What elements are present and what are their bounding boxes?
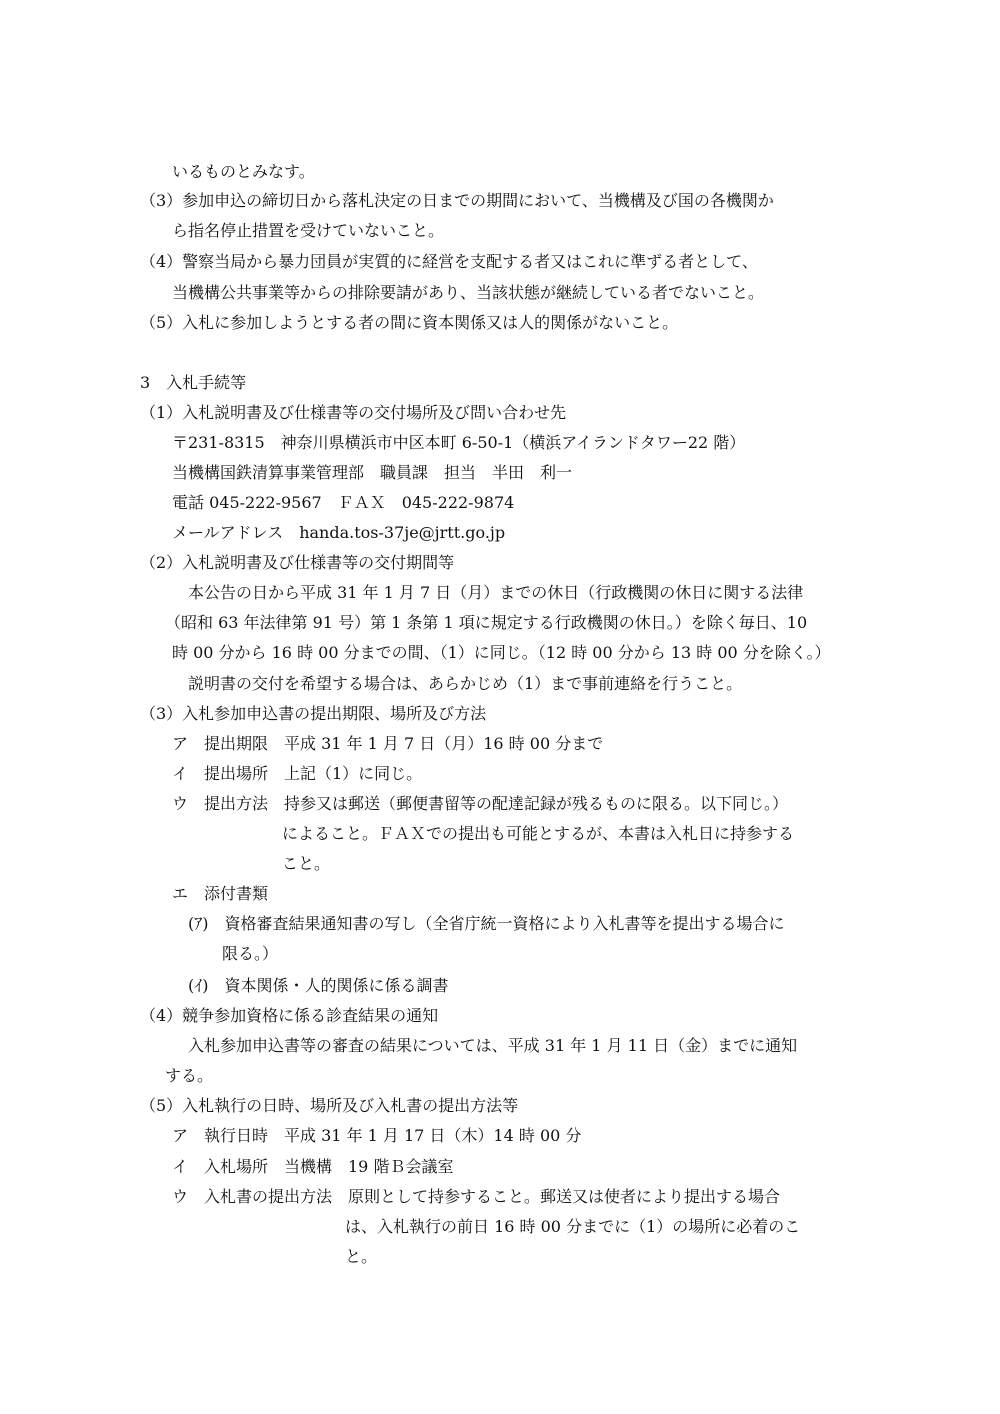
section-heading: 3 入札手続等 (140, 373, 247, 392)
text-line: いるものとみなす。 (172, 162, 315, 181)
text-line: ウ 入札書の提出方法 原則として持参すること。郵送又は使者により提出する場合 (172, 1187, 781, 1206)
text-line: (ｲ) 資本関係・人的関係に係る調書 (188, 976, 449, 995)
text-line: 本公告の日から平成 31 年 1 月 7 日（月）までの休日（行政機関の休日に関する法律 (188, 583, 804, 602)
text-line: 時 00 分から 16 時 00 分までの間、（1）に同じ。（12 時 00 分から 13 時 00 分を除く。） (172, 643, 831, 662)
text-line: イ 提出場所 上記（1）に同じ。 (172, 764, 423, 783)
email-line: メールアドレス handa.tos-37je@jrtt.go.jp (172, 523, 506, 542)
text-line: 限る。） (222, 944, 279, 963)
text-line: 〒231-8315 神奈川県横浜市中区本町 6-50-1（横浜アイランドタワー22 階） (172, 433, 746, 452)
text-line: イ 入札場所 当機構 19 階Ｂ会議室 (172, 1157, 454, 1176)
text-line: 電話 045‐222‐9567 ＦＡＸ 045‐222‐9874 (172, 493, 515, 512)
text-line: （2）入札説明書及び仕様書等の交付期間等 (140, 553, 455, 572)
text-line: （5）入札執行の日時、場所及び入札書の提出方法等 (140, 1096, 519, 1115)
text-line: こと。 (282, 854, 331, 873)
text-line: （3）入札参加申込書の提出期限、場所及び方法 (140, 704, 487, 723)
text-line: （4）警察当局から暴力団員が実質的に経営を支配する者又はこれに準ずる者として、 (140, 252, 758, 271)
text-line: 入札参加申込書等の審査の結果については、平成 31 年 1 月 11 日（金）までに通知 (188, 1036, 798, 1055)
text-line: ア 執行日時 平成 31 年 1 月 17 日（木）14 時 00 分 (172, 1126, 582, 1145)
text-line: （昭和 63 年法律第 91 号）第 1 条第 1 項に規定する行政機関の休日。）を除く毎日、10 (165, 613, 808, 632)
text-line: ア 提出期限 平成 31 年 1 月 7 日（月）16 時 00 分まで (172, 734, 604, 753)
text-line: は、入札執行の前日 16 時 00 分までに（1）の場所に必着のこ (345, 1217, 801, 1236)
text-line: 当機構国鉄清算事業管理部 職員課 担当 半田 利一 (172, 463, 573, 482)
text-line: （5）入札に参加しようとする者の間に資本関係又は人的関係がないこと。 (140, 313, 679, 332)
text-line: する。 (165, 1066, 214, 1085)
text-line: ら指名停止措置を受けていないこと。 (172, 221, 445, 240)
text-line: （4）競争参加資格に係る診査結果の通知 (140, 1006, 439, 1025)
text-line: 説明書の交付を希望する場合は、あらかじめ（1）まで事前連絡を行うこと。 (188, 674, 743, 693)
text-line: 当機構公共事業等からの排除要請があり、当該状態が継続している者でないこと。 (172, 283, 765, 302)
text-line: （3）参加申込の締切日から落札決定の日までの期間において、当機構及び国の各機関か (140, 191, 774, 210)
text-line: エ 添付書類 (172, 884, 269, 903)
text-line: (ｱ) 資格審査結果通知書の写し（全省庁統一資格により入札書等を提出する場合に (188, 914, 785, 933)
text-line: によること。ＦＡＸでの提出も可能とするが、本書は入札日に持参する (282, 824, 795, 843)
text-line: （1）入札説明書及び仕様書等の交付場所及び問い合わせ先 (140, 403, 567, 422)
text-line: ウ 提出方法 持参又は郵送（郵便書留等の配達記録が残るものに限る。以下同じ。） (172, 794, 789, 813)
text-line: と。 (345, 1247, 378, 1266)
